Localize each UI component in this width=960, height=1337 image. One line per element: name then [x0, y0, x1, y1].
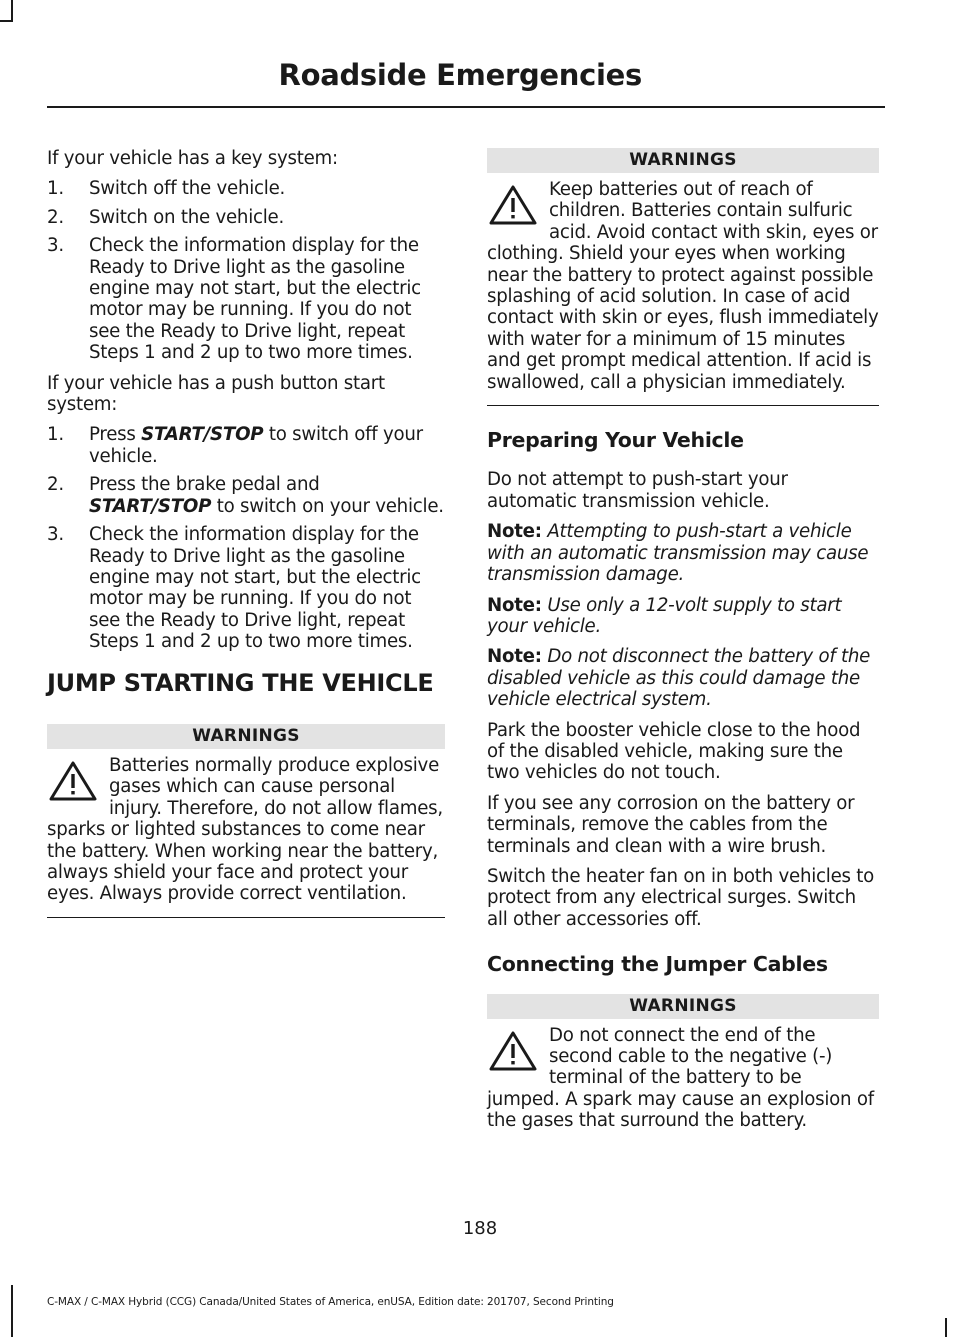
warning-text: Batteries normally produce explosive gases which can cause personal injury. Therefore, do not allow flames, sparks or lighted substances to come near the battery. When working near the battery, always shield your face and protect your eyes. Always provide correct ventilation.: [47, 754, 443, 905]
section-heading-jump-starting: JUMP STARTING THE VEHICLE: [47, 668, 434, 697]
page-title: Roadside Emergencies: [278, 58, 642, 92]
note: Note: Attempting to push-start a vehicle with an automatic transmission may cause transmission damage.: [487, 521, 869, 586]
push-button-steps: [47, 424, 445, 652]
crop-mark-bottom-left-v: [11, 1285, 13, 1337]
warnings-header: WARNINGS: [47, 724, 445, 749]
crop-mark-bottom-right-v: [945, 1318, 947, 1337]
crop-mark-top-left-v: [11, 0, 13, 22]
paragraph: Switch the heater fan on in both vehicles to protect from any electrical surges. Switch all other accessories off.: [487, 865, 875, 930]
warnings-header: WARNINGS: [487, 994, 879, 1019]
left-column: [47, 148, 445, 928]
start-stop-label: START/STOP: [141, 424, 264, 446]
subheading-connecting-cables: Connecting the Jumper Cables: [487, 952, 828, 977]
note: Note: Use only a 12-volt supply to start your vehicle.: [487, 594, 842, 637]
key-system-steps: [47, 178, 445, 363]
warning-triangle-icon: [47, 759, 99, 803]
list-item: 2. Press the brake pedal and START/STOP to switch on your vehicle.: [47, 474, 444, 517]
list-item: 2. Switch on the vehicle.: [47, 206, 285, 228]
warning-triangle-icon: [487, 183, 539, 227]
list-item: 1. Press START/STOP to switch off your vehicle.: [47, 424, 423, 467]
warnings-header: WARNINGS: [487, 148, 879, 173]
warning-text: Keep batteries out of reach of children. Batteries contain sulfuric acid. Avoid contact with skin, eyes or clothing. Shield your eyes when working near the battery to protect against possible splashing of acid solution. In case of acid contact with skin or eyes, flush immediately with water for a minimum of 15 minutes and get prompt medical attention. If acid is swallowed, call a physician immediately.: [487, 179, 879, 393]
start-stop-label: START/STOP: [89, 495, 212, 517]
note: Note: Do not disconnect the battery of the disabled vehicle as this could damage the vehicle electrical system.: [487, 646, 871, 711]
paragraph: If you see any corrosion on the battery or terminals, remove the cables from the terminals and clean with a wire brush.: [487, 792, 855, 857]
list-item: 3. Check the information display for the Ready to Drive light as the gasoline engine may not start, but the electric motor may be running. If you do not see the Ready to Drive light, repeat Steps 1 and 2 up to two more times.: [47, 524, 421, 653]
key-system-intro: If your vehicle has a key system:: [47, 148, 338, 169]
crop-mark-top-left-h: [0, 20, 13, 22]
right-column: [487, 148, 879, 1154]
subheading-preparing-vehicle: Preparing Your Vehicle: [487, 428, 744, 453]
warning-box: [487, 1025, 879, 1144]
push-button-intro: If your vehicle has a push button start system:: [47, 372, 385, 416]
header-divider: [47, 106, 885, 108]
warning-triangle-icon: [487, 1029, 539, 1073]
paragraph: Do not attempt to push-start your automatic transmission vehicle.: [487, 469, 788, 512]
list-item: 3. Check the information display for the Ready to Drive light as the gasoline engine may not start, but the electric motor may be running. If you do not see the Ready to Drive light, repeat Steps 1 and 2 up to two more times.: [47, 235, 421, 364]
footer-edition-info: C-MAX / C-MAX Hybrid (CCG) Canada/United States of America, enUSA, Edition date: 201707, Second Printing: [47, 1296, 614, 1308]
list-item: 1. Switch off the vehicle.: [47, 178, 286, 200]
warning-box: [487, 179, 879, 406]
warning-text: Do not connect the end of the second cable to the negative (-) terminal of the battery to be jumped. A spark may cause an explosion of the gases that surround the battery.: [487, 1024, 874, 1132]
paragraph: Park the booster vehicle close to the hood of the disabled vehicle, making sure the two vehicles do not touch.: [487, 719, 861, 784]
page-number: 188: [462, 1218, 498, 1239]
warning-box: [47, 755, 445, 918]
